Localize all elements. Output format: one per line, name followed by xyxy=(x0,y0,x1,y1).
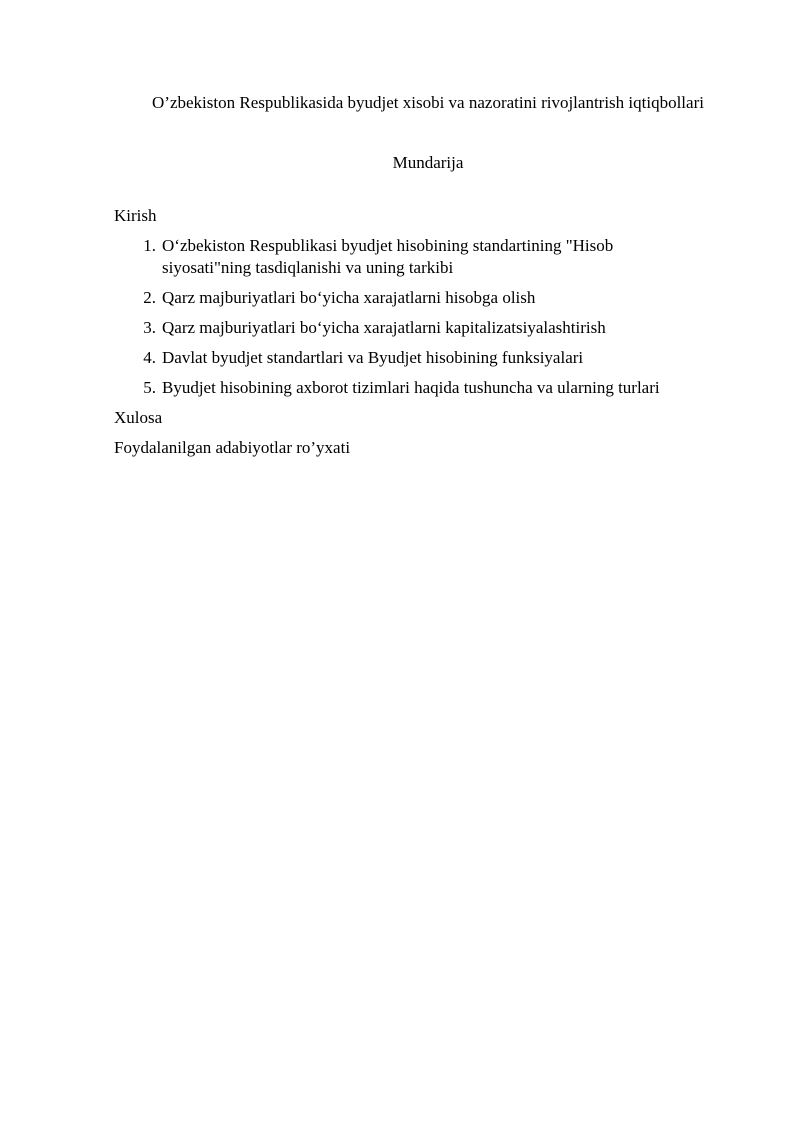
toc-intro: Kirish xyxy=(114,206,157,225)
toc-item-number: 1. xyxy=(143,236,156,255)
toc-references: Foydalanilgan adabiyotlar ro’yxati xyxy=(114,438,351,457)
toc-item-number: 5. xyxy=(143,378,156,397)
toc-item xyxy=(114,347,754,369)
table-of-contents xyxy=(114,205,754,467)
toc-item-text: Qarz majburiyatlari bo‘yicha xarajatlarni hisobga olish xyxy=(162,288,536,307)
toc-item-number: 4. xyxy=(143,348,156,367)
document-title: O’zbekiston Respublikasida byudjet xisobi va nazoratini rivojlantrish iqtiqbollari xyxy=(152,93,704,112)
toc-list xyxy=(114,235,754,399)
toc-item-text: Davlat byudjet standartlari va Byudjet hisobining funksiyalari xyxy=(162,348,584,367)
toc-heading: Mundarija xyxy=(392,153,464,172)
toc-item-number: 2. xyxy=(143,288,156,307)
toc-item-text: O‘zbekiston Respublikasi byudjet hisobining standartining "Hisob siyosati"ning tasdiqlanishi va uning tarkibi xyxy=(162,236,614,277)
toc-conclusion: Xulosa xyxy=(114,408,163,427)
toc-item xyxy=(114,377,754,399)
toc-item-number: 3. xyxy=(143,318,156,337)
toc-item-text: Byudjet hisobining axborot tizimlari haqida tushuncha va ularning turlari xyxy=(162,378,660,397)
toc-item xyxy=(114,235,754,279)
toc-item xyxy=(114,287,754,309)
toc-item-text: Qarz majburiyatlari bo‘yicha xarajatlarni kapitalizatsiyalashtirish xyxy=(162,318,606,337)
toc-item xyxy=(114,317,754,339)
